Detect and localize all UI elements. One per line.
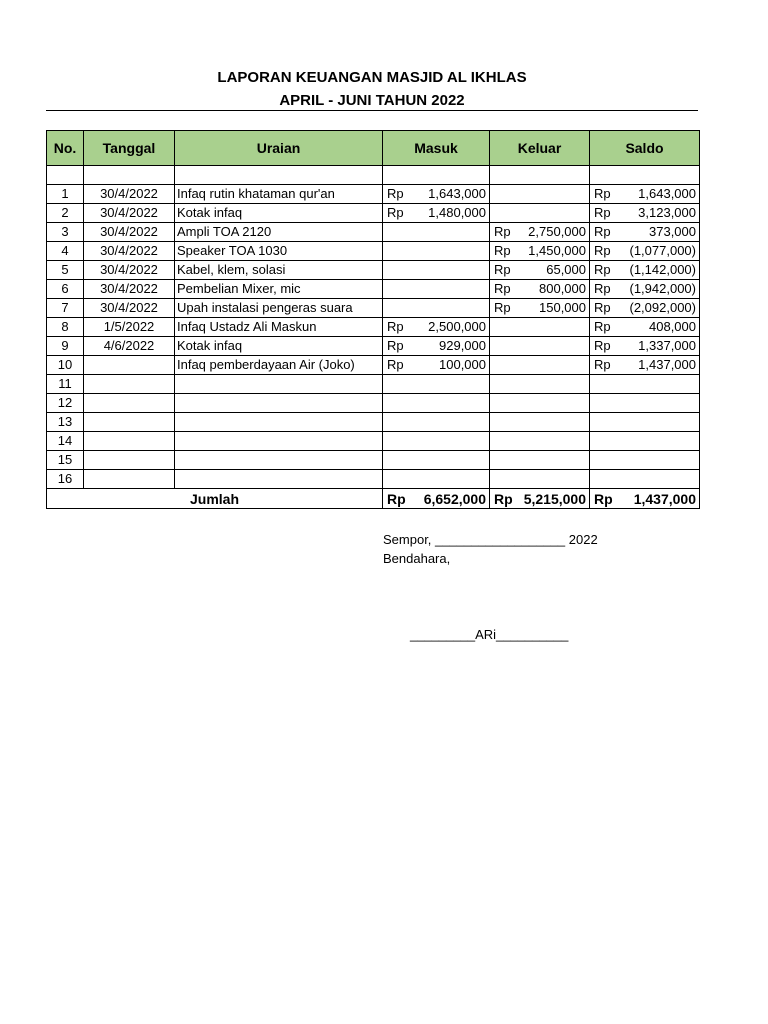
- cell-keluar: [490, 356, 590, 375]
- cell-saldo-amount: 408,000: [649, 319, 696, 334]
- cell-saldo-amount: (1,942,000): [629, 281, 696, 296]
- cell-no: 6: [47, 280, 84, 299]
- col-header-masuk: Masuk: [383, 131, 490, 166]
- cell-keluar: [490, 280, 590, 299]
- cell-masuk: [383, 318, 490, 337]
- cell-uraian: Infaq rutin khataman qur'an: [175, 185, 383, 204]
- cell-keluar: [490, 261, 590, 280]
- title-underline: [46, 110, 698, 111]
- cell-masuk-amount: 100,000: [439, 357, 486, 372]
- cell-uraian: Speaker TOA 1030: [175, 242, 383, 261]
- cell-no: 16: [47, 470, 84, 489]
- table-row: [47, 394, 700, 413]
- cell-uraian: [175, 375, 383, 394]
- cell-keluar: [490, 394, 590, 413]
- cell-saldo-amount: 1,643,000: [638, 186, 696, 201]
- cell-masuk-amount: 1,480,000: [428, 205, 486, 220]
- cell-masuk: [383, 242, 490, 261]
- currency-label: Rp: [494, 490, 513, 507]
- cell-tanggal: [84, 394, 175, 413]
- cell-masuk: [383, 185, 490, 204]
- table-row: [47, 204, 700, 223]
- cell-uraian: Infaq pemberdayaan Air (Joko): [175, 356, 383, 375]
- cell-masuk: [383, 299, 490, 318]
- signature-name: _________ARi__________: [410, 627, 569, 642]
- cell-keluar-amount: 1,450,000: [528, 243, 586, 258]
- cell-keluar: [490, 204, 590, 223]
- cell-saldo: [590, 356, 700, 375]
- cell-keluar-amount: 65,000: [546, 262, 586, 277]
- table-row: [47, 242, 700, 261]
- cell-no: 5: [47, 261, 84, 280]
- cell-uraian: [175, 470, 383, 489]
- currency-label: Rp: [494, 262, 511, 277]
- currency-label: Rp: [387, 319, 404, 334]
- cell-keluar: [490, 318, 590, 337]
- cell-tanggal: [84, 470, 175, 489]
- cell-saldo: [590, 318, 700, 337]
- currency-label: Rp: [594, 186, 611, 201]
- cell-saldo: [590, 394, 700, 413]
- table-row: [47, 375, 700, 394]
- cell-keluar: [490, 470, 590, 489]
- cell-saldo: [590, 451, 700, 470]
- report-period: APRIL - JUNI TAHUN 2022: [279, 92, 465, 109]
- cell-saldo-amount: 1,337,000: [638, 338, 696, 353]
- cell-saldo: [590, 223, 700, 242]
- col-header-saldo: Saldo: [590, 131, 700, 166]
- currency-label: Rp: [594, 490, 613, 507]
- currency-label: Rp: [594, 243, 611, 258]
- cell-saldo: [590, 470, 700, 489]
- cell-masuk: [383, 470, 490, 489]
- cell-saldo-amount: (1,142,000): [629, 262, 696, 277]
- cell-keluar: [490, 242, 590, 261]
- cell-uraian: [175, 451, 383, 470]
- cell-uraian: [175, 394, 383, 413]
- cell-saldo: [590, 185, 700, 204]
- cell-masuk: [383, 432, 490, 451]
- col-header-keluar: Keluar: [490, 131, 590, 166]
- cell-no: 12: [47, 394, 84, 413]
- cell-uraian: Kotak infaq: [175, 204, 383, 223]
- cell-saldo: [590, 375, 700, 394]
- header-row: [47, 131, 700, 166]
- table-row: [47, 223, 700, 242]
- cell-saldo-amount: 1,437,000: [638, 357, 696, 372]
- table-row: [47, 413, 700, 432]
- report-title: LAPORAN KEUANGAN MASJID AL IKHLAS: [217, 69, 527, 86]
- cell-saldo: [590, 280, 700, 299]
- total-row: [47, 489, 700, 509]
- cell-saldo-amount: (2,092,000): [629, 300, 696, 315]
- cell-keluar: [490, 375, 590, 394]
- cell-tanggal: [84, 432, 175, 451]
- table-row: [47, 261, 700, 280]
- cell-masuk: [383, 280, 490, 299]
- cell-uraian: Infaq Ustadz Ali Maskun: [175, 318, 383, 337]
- cell-keluar: [490, 299, 590, 318]
- table-row: [47, 185, 700, 204]
- total-saldo-amount: 1,437,000: [633, 490, 696, 507]
- currency-label: Rp: [594, 262, 611, 277]
- cell-saldo-amount: 373,000: [649, 224, 696, 239]
- currency-label: Rp: [594, 338, 611, 353]
- cell-tanggal: 30/4/2022: [84, 185, 175, 204]
- currency-label: Rp: [494, 243, 511, 258]
- currency-label: Rp: [387, 490, 406, 507]
- spacer-row: [47, 166, 700, 185]
- cell-tanggal: [84, 356, 175, 375]
- cell-masuk-amount: 929,000: [439, 338, 486, 353]
- cell-saldo: [590, 299, 700, 318]
- cell-masuk: [383, 337, 490, 356]
- cell-saldo: [590, 261, 700, 280]
- cell-uraian: [175, 413, 383, 432]
- table-row: [47, 470, 700, 489]
- cell-masuk-amount: 2,500,000: [428, 319, 486, 334]
- currency-label: Rp: [594, 205, 611, 220]
- table-row: [47, 432, 700, 451]
- table-row: [47, 280, 700, 299]
- cell-masuk: [383, 223, 490, 242]
- currency-label: Rp: [594, 357, 611, 372]
- cell-no: 13: [47, 413, 84, 432]
- table-row: [47, 356, 700, 375]
- currency-label: Rp: [594, 224, 611, 239]
- signature-role: Bendahara,: [383, 551, 451, 566]
- cell-masuk: [383, 261, 490, 280]
- cell-tanggal: 30/4/2022: [84, 223, 175, 242]
- table-row: [47, 318, 700, 337]
- cell-keluar: [490, 451, 590, 470]
- cell-keluar-amount: 2,750,000: [528, 224, 586, 239]
- cell-tanggal: 30/4/2022: [84, 204, 175, 223]
- col-header-tanggal: Tanggal: [84, 131, 175, 166]
- col-header-no: No.: [47, 131, 84, 166]
- cell-masuk: [383, 375, 490, 394]
- cell-saldo-amount: (1,077,000): [629, 243, 696, 258]
- currency-label: Rp: [387, 357, 404, 372]
- cell-masuk: [383, 394, 490, 413]
- cell-tanggal: 30/4/2022: [84, 242, 175, 261]
- cell-tanggal: [84, 451, 175, 470]
- total-masuk: [383, 489, 490, 509]
- cell-saldo: [590, 413, 700, 432]
- cell-no: 3: [47, 223, 84, 242]
- signature-place-date: Sempor, __________________ 2022: [383, 532, 598, 547]
- currency-label: Rp: [594, 300, 611, 315]
- cell-masuk-amount: 1,643,000: [428, 186, 486, 201]
- cell-no: 14: [47, 432, 84, 451]
- currency-label: Rp: [594, 281, 611, 296]
- cell-uraian: Kotak infaq: [175, 337, 383, 356]
- cell-tanggal: 30/4/2022: [84, 261, 175, 280]
- cell-masuk: [383, 356, 490, 375]
- cell-no: 15: [47, 451, 84, 470]
- cell-uraian: Upah instalasi pengeras suara: [175, 299, 383, 318]
- cell-saldo: [590, 242, 700, 261]
- currency-label: Rp: [494, 281, 511, 296]
- currency-label: Rp: [494, 224, 511, 239]
- currency-label: Rp: [387, 186, 404, 201]
- cell-uraian: [175, 432, 383, 451]
- cell-tanggal: [84, 413, 175, 432]
- cell-masuk: [383, 204, 490, 223]
- cell-keluar: [490, 223, 590, 242]
- cell-keluar: [490, 432, 590, 451]
- cell-keluar: [490, 413, 590, 432]
- ledger-body: [47, 166, 700, 509]
- cell-tanggal: [84, 375, 175, 394]
- cell-saldo-amount: 3,123,000: [638, 205, 696, 220]
- table-row: [47, 299, 700, 318]
- cell-saldo: [590, 432, 700, 451]
- cell-uraian: Pembelian Mixer, mic: [175, 280, 383, 299]
- table-row: [47, 337, 700, 356]
- cell-uraian: Ampli TOA 2120: [175, 223, 383, 242]
- cell-tanggal: 1/5/2022: [84, 318, 175, 337]
- cell-saldo: [590, 337, 700, 356]
- cell-tanggal: 30/4/2022: [84, 299, 175, 318]
- cell-keluar: [490, 337, 590, 356]
- cell-no: 4: [47, 242, 84, 261]
- ledger-table: [46, 130, 700, 509]
- cell-tanggal: 4/6/2022: [84, 337, 175, 356]
- currency-label: Rp: [494, 300, 511, 315]
- cell-keluar: [490, 185, 590, 204]
- cell-saldo: [590, 204, 700, 223]
- cell-masuk: [383, 413, 490, 432]
- total-saldo: [590, 489, 700, 509]
- total-keluar: [490, 489, 590, 509]
- total-masuk-amount: 6,652,000: [423, 490, 486, 507]
- cell-no: 2: [47, 204, 84, 223]
- cell-no: 1: [47, 185, 84, 204]
- cell-keluar-amount: 800,000: [539, 281, 586, 296]
- table-row: [47, 451, 700, 470]
- currency-label: Rp: [594, 319, 611, 334]
- cell-no: 7: [47, 299, 84, 318]
- cell-uraian: Kabel, klem, solasi: [175, 261, 383, 280]
- cell-no: 10: [47, 356, 84, 375]
- cell-no: 11: [47, 375, 84, 394]
- cell-keluar-amount: 150,000: [539, 300, 586, 315]
- total-label: Jumlah: [47, 489, 383, 509]
- total-keluar-amount: 5,215,000: [523, 490, 586, 507]
- cell-tanggal: 30/4/2022: [84, 280, 175, 299]
- cell-masuk: [383, 451, 490, 470]
- cell-no: 9: [47, 337, 84, 356]
- currency-label: Rp: [387, 205, 404, 220]
- cell-no: 8: [47, 318, 84, 337]
- currency-label: Rp: [387, 338, 404, 353]
- col-header-uraian: Uraian: [175, 131, 383, 166]
